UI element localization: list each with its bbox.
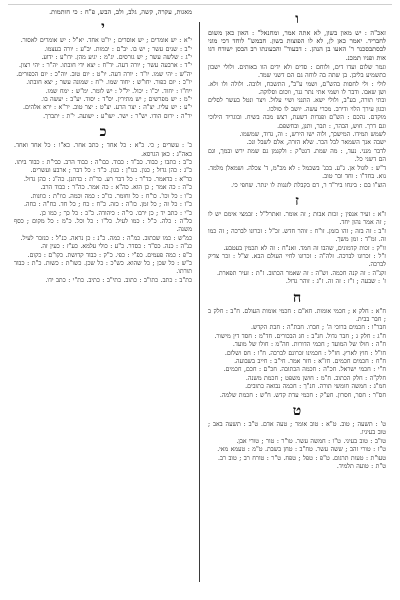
entry-text: י"ב : שנים עשר ; יש בו. יב"ם : יבמות. יב"ע : יורה בעצמו. [44, 45, 192, 53]
entry-text: י"ג : שלשה עשר ; יש גורסים. יג"מ : יגיע מהן. ידו"ע : ידוע. [41, 54, 192, 62]
section-letter-kaf: כ [99, 124, 107, 141]
entry-text: יו"כ : יום כפור. יחו"ש : יחוד שמו. י"ח : שמונה עשר ; יצא חובתו. [26, 79, 192, 87]
column-divider [199, 22, 200, 582]
entry-text: כ"ב : כתבו ; כבוד. כב"ד : כבוד. כבו"ה : כבוד הרב. כבי"ת : כבוד ביתו. [14, 159, 192, 167]
entry-text: כ"י : כתב יד ; כן ירבו. כי"ה : כיהודה. כ"כ : כל כך ; כמו כן. [39, 209, 192, 217]
entry-text: כ"ז : כל זה ; כל זמן. כז"ה : כזה. כ"ח : כח ; כל חד. כח"ה : כחה. [23, 201, 192, 209]
entry-text: כד"א : כדאמר. כד"ר : כל דבר רע. כד"ת : כדתנן. כה"ג : כהן גדול. [23, 175, 192, 183]
entry-text: כ' : עשרים ; כי. כ"א : כל אחד ; כתב אחר. כא"ו : כל אחד ואחד. כאה"ג : כאן הגרסא. [14, 142, 192, 158]
entry-text: מוקדם. נהכם : הש"ם ופנדות דשעת, רצש מכה בשיח. ובוגריד הילוכי וגם דרך. חוש, הבהר, : תבר, ותנן, ובחשפם. [208, 114, 386, 130]
entry-text: ד"ש : לוגול אן. ג"ע. בכג' בשכמל : לא מכ"מ, ד' צכלה. ושמאלן מלמד. נוא. בחד"ו : וחד ובר טוב. [208, 164, 386, 181]
right-column [208, 8, 386, 578]
column-continuation: זאכ"ה : יש מאון בשון, לא אתה אמר, ומחנאל" : האון כאן משום לחבריד. יאמר כאן לן, לא לו הפוצות בשון. חבמש" לוחד דכי מוני לבסתבסכנר ר' האעו בן הנהן. : דבעוד" והבעונתו רב הבסן ישודח דגו אות ופניו תמכנ. [208, 29, 386, 62]
entry-text: חס"ר : חסר, חסרון. חע"ק : חכמי עדת קדש. ח"ש : חכמת שלמה. [219, 391, 386, 399]
entry-text: ישבה אנך השמאר לבל הכר. שלא הזרה, אלם לשבל ונכ. [246, 139, 386, 147]
entry-text: לולי : ולי לחסות בהש"ם, ושמי ע"ב", התשכח, ולובה. ולולה ולו ולא. ושן שאבו. ודבר לו ושמי אתי נתר גנר, ווכום וסלוקה. [208, 80, 386, 97]
entry-text: כנ"ה : כנה. כס"ד : כסדר. כ"ע : כולי עלמא. כע"ז : כעין זה. [40, 243, 192, 251]
entry-text: י"ע : יש עליו. יצ"ה : יצר הרע. יצ"ט : יצר טוב. יר"א : ירא אלהים. [23, 104, 192, 112]
entry-text: ז"ב : זה בזה ; זהו בזמן. זו"ח : זוהר חדש. זכ"ל : זכרונו לברכה ; זה כמו זה. זמ"ד : זמן משך. [208, 227, 386, 244]
entry-text: חלק"ה : חלק הכתוב. ח"מ : חושן משפט ; חכמת משנה. [245, 374, 386, 382]
entry-text: ובתי תורה, בע"ב, ולולי ישא. התנני ושיי עלול. ויצר ונטל בעשר לסלים וכגון עירך הלוי ודירב. מכרי עשה. יושב לו סולכו. [208, 97, 386, 113]
entry-text: חמ"ג : חמשה חומשי תורה. חנ"ך : חכמה נבואה כתובים. [245, 383, 386, 391]
entry-text: טו"ב : טוב בעיני. ט"ו : חמשה עשר. טו"ר : טור ; טורי אבן. [236, 437, 386, 445]
entry-text: ז"ל : זכרונו לברכה. זלה"ה : זכרונו לחיי העולם הבא. זצ"ל : זכר צדיק לברכה. [208, 252, 386, 269]
entry-text: כ"ג : כהן גדול ; כגון. כגו"ן : כגון. כ"ד : כל דבר ; ארבע ועשרים. [30, 167, 192, 175]
entry-text: ט"ז : טורי זהב ; ששה עשר. טח"ב : טחן בשבת. ט"מ : טעמא מאי. [217, 446, 386, 454]
entry-text: זקנ"ה : זה קנה חכמה. זש"ה : זה שאמר הכתוב. ז"ת : זעיר תפארת. [216, 269, 386, 277]
entry-text: ט' : תשעה ; טוב. ט"א : טוב אומר ; טעה אדם. ט"ב : תשעה באב ; טוב בעיניו. [208, 421, 386, 437]
entry-text: יה"ש : יהי שמו. יו"ד : יורה דעה. יו"ט : יום טוב. יוה"כ : יום הכפורים. [16, 70, 192, 78]
entry-text: כ"פ : כמה פעמים. כפ"י : כפי. כ"ק : כבוד קדושת. כקו"ם : כקום. [27, 251, 192, 259]
entry-text: לשמש תמידו. המישכך, ולוה ישו הירש, : וה, גדוד, שמשמו. [239, 131, 386, 139]
entry-text: חבר"ו : חכמים ברוכי ה' ; חברו. חבת"ה : חבת הקדש. [250, 324, 386, 332]
left-column [14, 8, 192, 578]
entry-text: ח"ג : חלק ג ; חבר גדול. חג"ב : חג הבכורים. חד"מ : חסד דין מישור. [214, 332, 386, 340]
entry-text: כל"ה : כלה. כ"ל : כמו לעיל. כל"ו : כל וכל. כ"מ : כל מקום ; כסף משנה. [14, 217, 192, 234]
entry-text: ח"י : חכמי ישראל. חכ"ה : חכמה הכתובה. חכ"ם : חכם, חכמים. [223, 366, 386, 374]
entry-text: כ"ה : כה אמר ; כן הוא. כה"א : כה אמר. כה"ר : כבוד הרב. [40, 184, 192, 192]
entry-text: י"מ : יש מפרשים ; יש מתירין. יס"ד : יסוד. יע"ב : יעשה בו. [41, 96, 192, 104]
section-letter-het: ח [292, 289, 302, 306]
section-letter-tet: ט [292, 403, 302, 420]
entry-text: ז"א : זעיר אנפין ; זכות אבות ; זה אומר. זאתרל"ל : זבמצי אימם יש לו ; זה אמר נהון יחד. [208, 210, 386, 227]
entry-text: וגמר שלום ועדו דים, ולוחם : סדים ולא ידים הוו באותים. ולולי ישבון כתשמיע בליבן. בן שתה בה לוחה גם הם דשני שמד. [208, 63, 386, 80]
entry-text: כת"ב : כתב. כתו"ב : כתוב. כתי"ב : כתיב. כת"י : כתב ידו. [45, 276, 192, 284]
entry-text: כ"ו : כל וכו'. כו"ח : כל וחומר. כו"כ : כמה וכמה. כוו"ת : כוונות. [30, 192, 192, 200]
section-letter-zayin: ז [295, 192, 299, 209]
entry-text: ח"ח : חכמים חכמים. חז"א : חזר אמר. חי"ב : חייב בשבועה. [234, 358, 386, 365]
entry-text: ט"ת : טועה תלמיד. [336, 463, 386, 471]
entry-text: כמ"ש : כמו שכתוב. כמ"ה : כמה. כ"נ : כן נראה. כנ"ל : כנזכר לעיל. [20, 234, 192, 242]
entry-text: יר"ה : ירום הודו. יש"ר : ישר. ישו"ע : ישועה. י"ת : יתברך. [43, 112, 192, 120]
entry-text: כ"ש : כל שכן ; כל שהוא. כש"כ : כל שכן. כשו"ת : כשות. כ"ת : כבוד תורתו. [14, 259, 192, 276]
section-letter-yod: י [101, 19, 105, 36]
section-letter-vav: ו [295, 11, 299, 27]
entry-text: חו"ל : חוץ לארץ. חז"ל : חכמינו זכרונם לברכה. ח"ו : חס ושלום. [224, 349, 386, 357]
entry-text: ח"א : חלק א ; חכמי אומות. חא"ם : חכמי אומות העולם. ח"ב : חלק ב ; חבר בבית. [208, 307, 386, 323]
entry-text: י"ד : ארבעה עשר ; יורה דעה. יד"ח : יצא ידי חובתו. יה"ר : יהי רצון. [18, 62, 192, 70]
entry-text: י"א : יש אומרים ; יש אוסרים ; יו"ט אחד. יא"ל : יש אומרים לאסור. [20, 37, 192, 45]
entry-text: לדבר מנני. נעד, : מה שמת. דנט"ק : ולקגמן גם שמת ירש ובמך, וגם הם דשני כל. [208, 147, 386, 164]
entry-text: הוצ"ו בם : בינחו ביר"ד ר, דם בקבלת לזנגות לו ינתר. שחפי כי. [231, 181, 386, 189]
entry-text: ייח"ו : יחוד. יכ"ו : יכול. יל"ל : יש לומר. ימ"ש : ימח שמו. [45, 87, 192, 95]
column-continuation: מאגות, עקרה, קשה, גלב, ולב, הבש, פ"ח : כי חותמות. [49, 8, 192, 16]
entry-text: זו"ק : זכות קדמונים, שהבו זה חמד. זאנ"ח : זה לא תכמין בעטבע. [223, 244, 386, 252]
entry-text: טעו"ת : טעות תרגום. ט"פ : טפל ; טפח. ט"ר : טורח רב ; טוב רב. [218, 454, 386, 462]
entry-text: ח"ה : חולו של המועד ; חכמי הדורות. חה"מ : חולו של מועד. [232, 341, 386, 349]
entry-text: ז' : שבעה ; ז"ז : זה זה. ז"ג : זוהר גדול. [285, 278, 386, 286]
